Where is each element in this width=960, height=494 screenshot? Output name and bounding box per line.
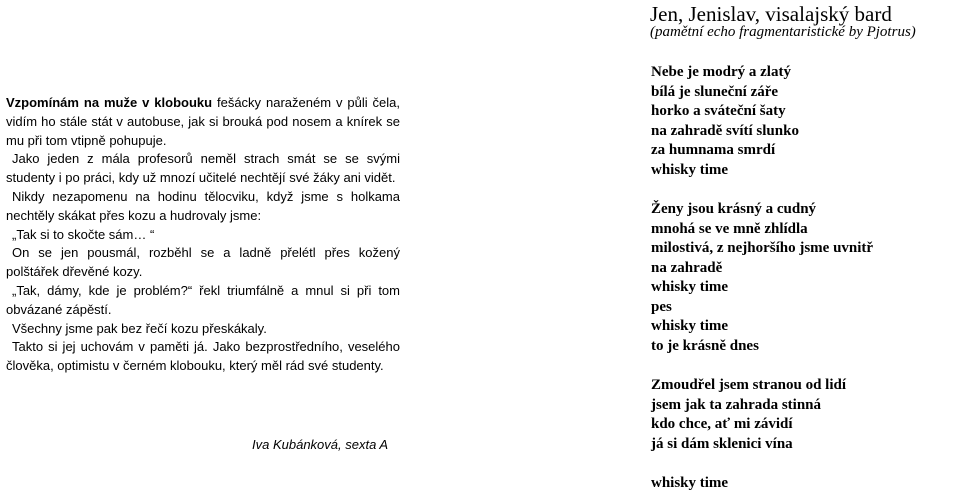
poem-line: kdo chce, ať mi závidí <box>651 416 793 432</box>
poem-line: bílá je sluneční záře <box>651 83 779 100</box>
paragraph-4: On se jen pousmál, rozběhl se a ladně přelétl přes kožený polštářek dřevěné kozy. <box>6 245 400 280</box>
poem-line: mnohá se ve mně zhlídla <box>651 220 808 237</box>
poem-line: Nebe je modrý a zlatý <box>651 64 791 80</box>
paragraph-1-rest: fešácky naraženém v půli čela, vidím ho stále stát v autobuse, jak si brouká pod nosem a knírek se mu při tom vtipně pohupuje. <box>6 95 400 148</box>
poem-line: na zahradě svítí slunko <box>651 122 799 139</box>
author-signature: Iva Kubánková, sexta A <box>252 437 389 452</box>
poem-line: Ženy jsou krásný a cudný <box>651 201 817 217</box>
paragraph-3: Nikdy nezapomenu na hodinu tělocviku, když jsme s holkama nechtěly skákat přes kozu a hudrovaly jsme: <box>6 188 400 223</box>
paragraph-2: Jako jeden z mála profesorů neměl strach smát se se svými studenty i po práci, kdy už mnozí učitelé nechtějí své žáky ani vidět. <box>6 151 400 186</box>
poem-line: za humnama smrdí <box>651 142 776 158</box>
poem-line: jsem jak ta zahrada stinná <box>651 396 822 413</box>
poem-stanza-2 <box>651 200 956 356</box>
poem-stanza-1 <box>651 63 956 180</box>
paragraph-1 <box>6 94 400 150</box>
paragraph-5: „Tak, dámy, kde je problém?“ řekl triumfálně a mnul si při tom obvázané zápěstí. <box>6 282 400 317</box>
poem-line: to je krásně dnes <box>651 337 759 354</box>
quote-line: „Tak si to skočte sám… “ <box>12 226 155 242</box>
poem-line: milostivá, z nejhoršího jsme uvnitř <box>651 240 874 256</box>
article-text <box>6 94 400 376</box>
poem-line: whisky time <box>651 318 729 334</box>
poem-line: Zmoudřel jsem stranou od lidí <box>651 377 847 393</box>
opening-bold-text: Vzpomínám na muže v klobouku <box>6 95 213 110</box>
poem-line: horko a sváteční šaty <box>651 103 786 119</box>
poem-line: whisky time <box>651 279 729 295</box>
poem-line: já si dám sklenici vína <box>651 435 793 452</box>
poem-line: whisky time <box>651 161 729 178</box>
poem-line: pes <box>651 298 672 315</box>
paragraph-6: Všechny jsme pak bez řečí kozu přeskákaly. <box>12 320 267 336</box>
paragraph-7: Takto si jej uchovám v paměti já. Jako bezprostředního, veselého člověka, optimistu v černém klobouku, který měl rád své studenty. <box>6 339 400 374</box>
poem-title: Jen, Jenislav, visalajský bard <box>650 2 892 26</box>
poem-stanza-3 <box>651 376 956 454</box>
poem-subtitle: (pamětní echo fragmentaristické by Pjotrus) <box>650 24 916 40</box>
poem-line: na zahradě <box>651 259 723 276</box>
poem-final-line: whisky time <box>651 475 729 491</box>
